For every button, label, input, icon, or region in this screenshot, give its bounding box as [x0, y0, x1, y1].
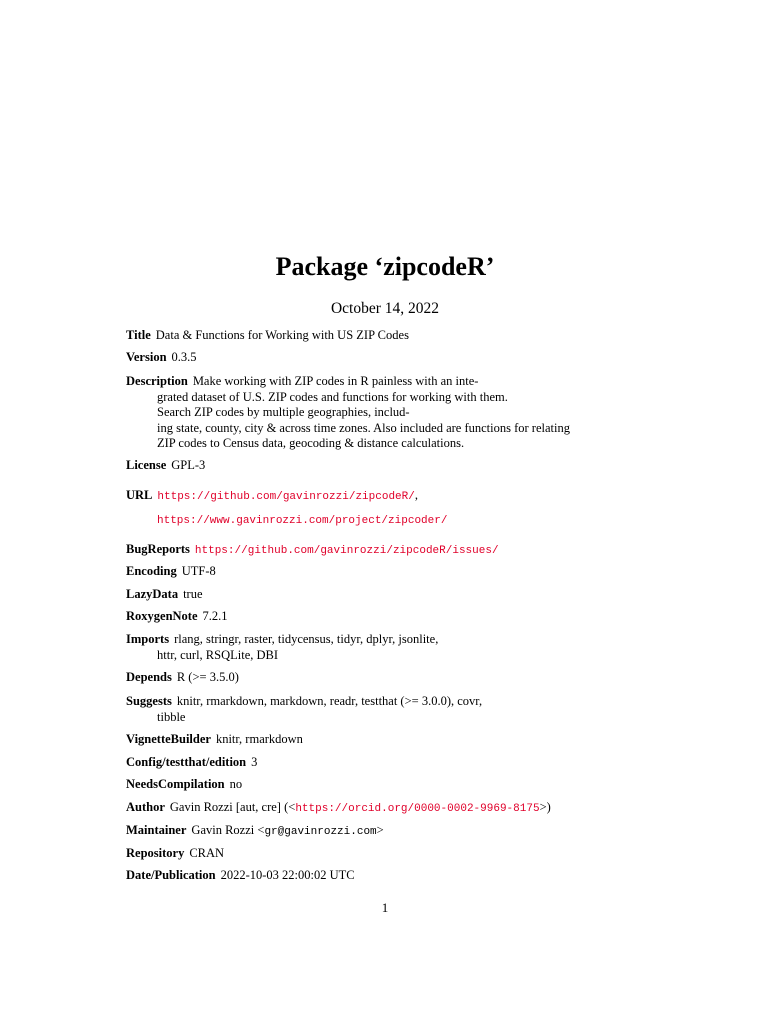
field-title	[126, 328, 646, 344]
field-bugreports	[126, 542, 646, 560]
field-url-continued	[126, 512, 646, 530]
field-config-value: 3	[251, 755, 258, 769]
url-link-github[interactable]: https://github.com/gavinrozzi/zipcodeR/	[157, 491, 415, 503]
field-depends-key: Depends	[126, 670, 172, 684]
field-encoding-value: UTF-8	[181, 564, 216, 578]
field-publication-key: Date/Publication	[126, 868, 216, 882]
field-imports	[126, 632, 646, 663]
field-license-value: GPL-3	[171, 458, 206, 472]
description-line: ing state, county, city & across time zones. Also included are functions for relating	[157, 420, 570, 435]
field-lazydata	[126, 587, 646, 603]
maintainer-email: gr@gavinrozzi.com	[264, 826, 377, 838]
field-vignettebuilder-key: VignetteBuilder	[126, 732, 211, 746]
field-description-key: Description	[126, 374, 188, 388]
field-suggests	[126, 694, 646, 725]
package-title: Package ‘zipcodeR’	[275, 252, 495, 281]
url-separator: ,	[414, 488, 418, 502]
field-depends	[126, 670, 646, 686]
field-url	[126, 488, 646, 506]
field-url-key: URL	[126, 488, 153, 502]
field-version-key: Version	[126, 350, 167, 364]
field-maintainer-key: Maintainer	[126, 823, 187, 837]
field-needscompilation-value: no	[229, 777, 243, 791]
field-config	[126, 755, 646, 771]
field-roxygennote	[126, 609, 646, 625]
suggests-line: knitr, rmarkdown, markdown, readr, testthat (>= 3.0.0), covr,	[176, 694, 483, 708]
field-depends-value: R (>= 3.5.0)	[176, 670, 239, 684]
field-lazydata-key: LazyData	[126, 587, 179, 601]
suggests-line: tibble	[157, 709, 186, 724]
imports-line: rlang, stringr, raster, tidycensus, tidyr, dplyr, jsonlite,	[174, 632, 439, 646]
maintainer-name: Gavin Rozzi <	[191, 823, 265, 837]
description-line: ZIP codes to Census data, geocoding & distance calculations.	[157, 436, 465, 450]
field-vignettebuilder	[126, 732, 646, 748]
field-needscompilation	[126, 777, 646, 793]
field-encoding-key: Encoding	[126, 564, 177, 578]
field-encoding	[126, 564, 646, 580]
field-suggests-key: Suggests	[126, 694, 172, 708]
field-needscompilation-key: NeedsCompilation	[126, 777, 225, 791]
field-roxygennote-key: RoxygenNote	[126, 609, 198, 623]
author-name: Gavin Rozzi [aut, cre] (<	[169, 800, 296, 814]
field-vignettebuilder-value: knitr, rmarkdown	[215, 732, 303, 746]
imports-line: httr, curl, RSQLite, DBI	[157, 647, 279, 662]
page-number: 1	[381, 900, 389, 915]
field-repository-key: Repository	[126, 846, 185, 860]
field-license	[126, 458, 646, 474]
field-description	[126, 374, 646, 452]
field-repository-value: CRAN	[189, 846, 225, 860]
author-close: >)	[539, 800, 551, 814]
field-author-key: Author	[126, 800, 165, 814]
field-title-key: Title	[126, 328, 151, 342]
field-roxygennote-value: 7.2.1	[202, 609, 228, 623]
field-lazydata-value: true	[183, 587, 203, 601]
field-publication	[126, 868, 646, 884]
field-version	[126, 350, 646, 366]
field-license-key: License	[126, 458, 167, 472]
field-title-value: Data & Functions for Working with US ZIP Codes	[155, 328, 409, 342]
description-line: Make working with ZIP codes in R painless with an inte-	[192, 374, 479, 388]
maintainer-close: >	[376, 823, 384, 837]
field-config-key: Config/testthat/edition	[126, 755, 247, 769]
orcid-link[interactable]: https://orcid.org/0000-0002-9969-8175	[295, 803, 540, 815]
url-link-website[interactable]: https://www.gavinrozzi.com/project/zipcoder/	[157, 515, 448, 527]
field-version-value: 0.3.5	[171, 350, 197, 364]
bugreports-link[interactable]: https://github.com/gavinrozzi/zipcodeR/issues/	[194, 545, 499, 557]
field-maintainer	[126, 823, 646, 841]
description-line: grated dataset of U.S. ZIP codes and functions for working with them.	[157, 389, 508, 404]
field-bugreports-key: BugReports	[126, 542, 190, 556]
field-author	[126, 800, 646, 818]
field-imports-key: Imports	[126, 632, 170, 646]
description-line: Search ZIP codes by multiple geographies, includ-	[157, 405, 410, 419]
package-date: October 14, 2022	[330, 300, 440, 317]
field-repository	[126, 846, 646, 862]
field-publication-value: 2022-10-03 22:00:02 UTC	[220, 868, 355, 882]
